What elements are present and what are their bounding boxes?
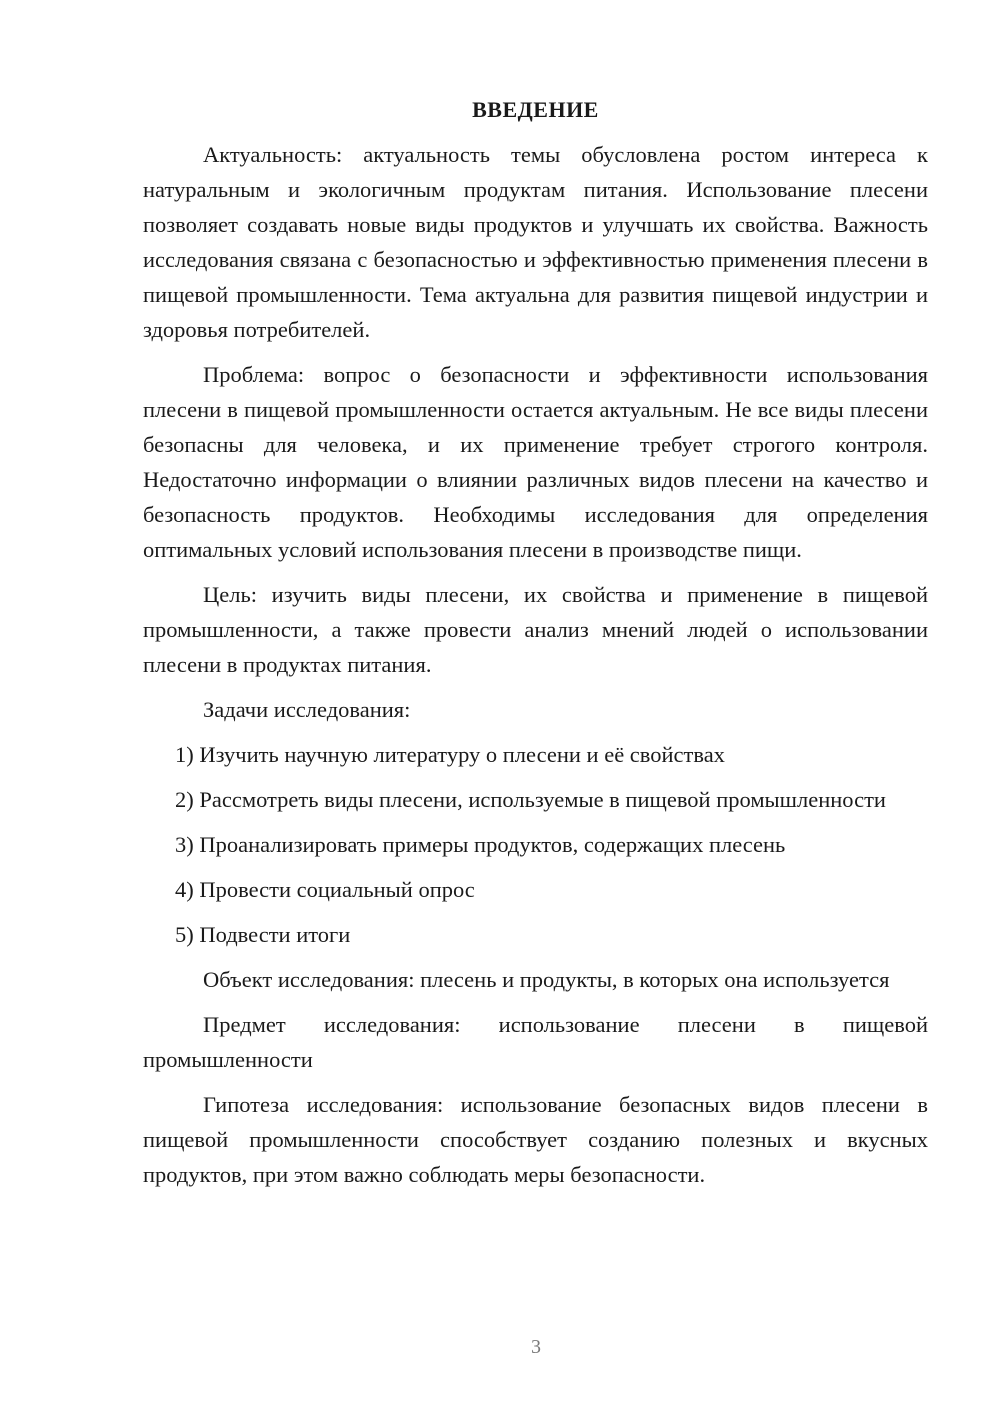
object-paragraph: Объект исследования: плесень и продукты, в которых она используется: [203, 967, 890, 992]
page-number: 3: [531, 1336, 541, 1358]
task-item-1: 1) Изучить научную литературу о плесени и её свойствах: [175, 742, 725, 767]
problem-paragraph: Проблема: вопрос о безопасности и эффективности использования плесени в пищевой промышленности остается актуальным. Не все виды плесени безопасны для человека, и их применение требует строгого контроля. Недостаточно информации о влиянии различных видов плесени на качество и безопасность продуктов. Необходимы исследования для определения оптимальных условий использования плесени в производстве пищи.: [143, 362, 928, 562]
page-title: ВВЕДЕНИЕ: [472, 97, 599, 122]
hypothesis-paragraph: Гипотеза исследования: использование безопасных видов плесени в пищевой промышленности способствует созданию полезных и вкусных продуктов, при этом важно соблюдать меры безопасности.: [143, 1092, 928, 1187]
tasks-heading: Задачи исследования:: [203, 697, 411, 722]
relevance-paragraph: Актуальность: актуальность темы обусловлена ростом интереса к натуральным и экологичным продуктам питания. Использование плесени позволяет создавать новые виды продуктов и улучшать их свойства. Важность исследования связана с безопасностью и эффективностью применения плесени в пищевой промышленности. Тема актуальна для развития пищевой индустрии и здоровья потребителей.: [143, 142, 928, 342]
goal-paragraph: Цель: изучить виды плесени, их свойства и применение в пищевой промышленности, а также провести анализ мнений людей о использовании плесени в продуктах питания.: [143, 582, 928, 677]
subject-paragraph: Предмет исследования: использование плесени в пищевой промышленности: [143, 1012, 928, 1072]
task-item-4: 4) Провести социальный опрос: [175, 877, 475, 902]
task-item-5: 5) Подвести итоги: [175, 922, 351, 947]
task-item-3: 3) Проанализировать примеры продуктов, содержащих плесень: [175, 832, 786, 857]
document-body: [143, 92, 928, 1202]
task-item-2: 2) Рассмотреть виды плесени, используемые в пищевой промышленности: [175, 787, 886, 812]
